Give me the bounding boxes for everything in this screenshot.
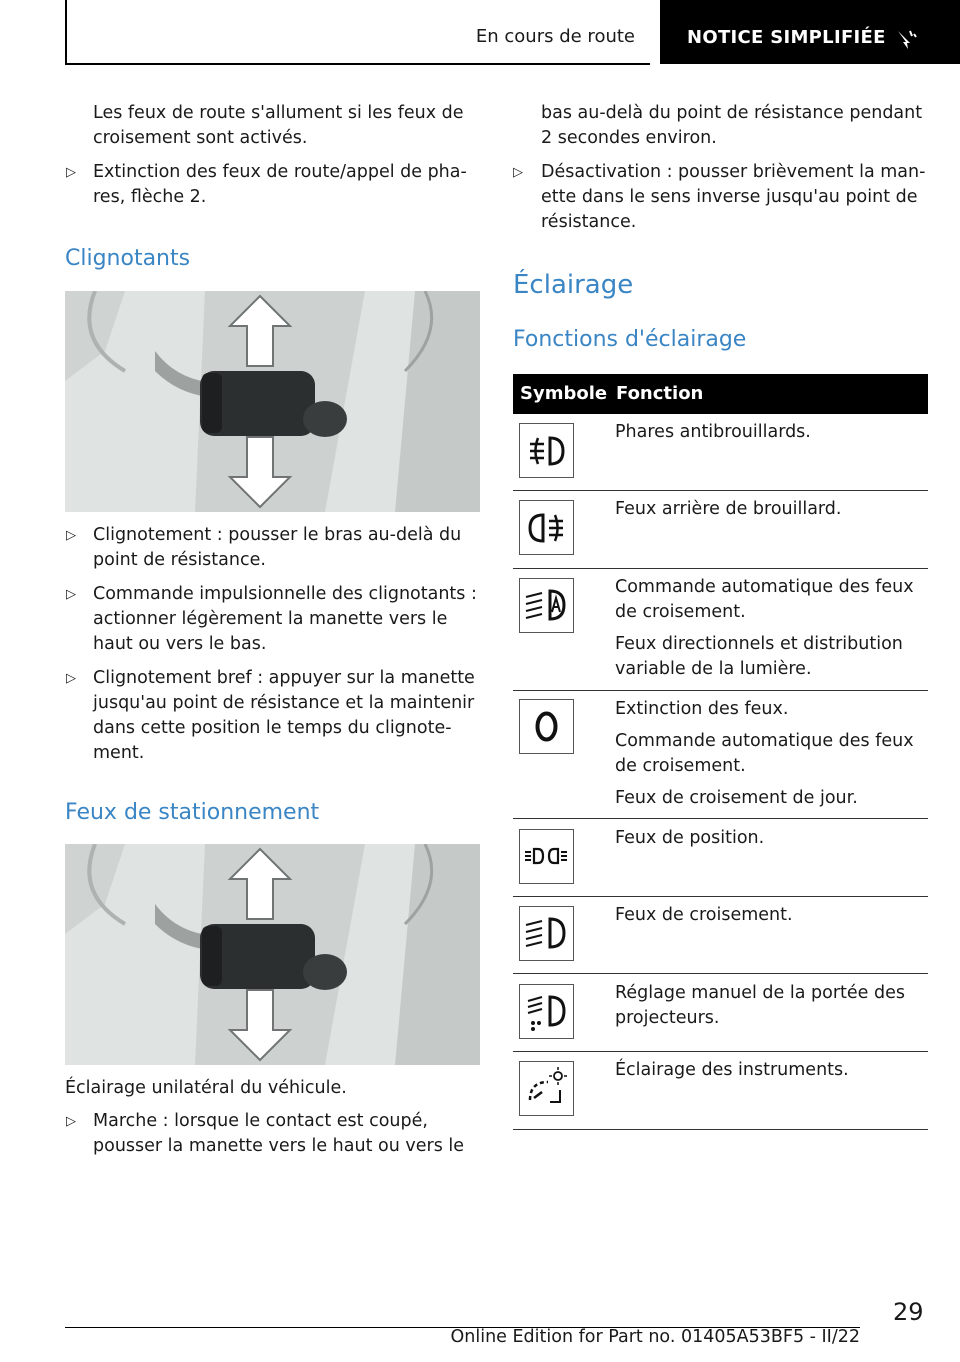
heading-stationnement: Feux de stationnement: [65, 800, 320, 825]
heading-eclairage: Éclairage: [513, 270, 634, 300]
footer-edition: Online Edition for Part no. 01405A53BF5 - II/22: [450, 1327, 860, 1347]
bullet-deactivation: [541, 160, 925, 235]
text-line: dans cette position le temps du clignote-: [93, 718, 452, 738]
row-divider: [513, 818, 928, 819]
bullet-impulse: [93, 582, 477, 657]
row-divider: [513, 973, 928, 974]
text-line: de croisement.: [615, 602, 746, 622]
text-line: projecteurs.: [615, 1008, 720, 1028]
text-line: ette dans le sens inverse jusqu'au point de: [541, 187, 918, 207]
text-line: Les feux de route s'allument si les feux de: [93, 103, 464, 123]
paragraph-continued: [541, 101, 922, 151]
text-line: Feux de croisement.: [615, 905, 793, 925]
bullet-brief-flash: [93, 666, 475, 766]
parking-light-icon: [519, 829, 574, 884]
text-line: Feux arrière de brouillard.: [615, 499, 842, 519]
text-line: Extinction des feux.: [615, 699, 789, 719]
bullet-triangle-icon: ▷: [66, 165, 76, 180]
spacer: [615, 625, 925, 632]
function-text: [615, 497, 925, 522]
text-line: de croisement.: [615, 756, 746, 776]
text-line: 2 secondes environ.: [541, 128, 717, 148]
front-fog-light-icon: [519, 423, 574, 478]
header-guide-tab: [660, 0, 960, 64]
text-line: Désactivation : pousser brièvement la man-: [541, 162, 926, 182]
function-text: [615, 981, 925, 1031]
text-line: Feux de position.: [615, 828, 765, 848]
headlight-range-icon: [519, 984, 574, 1039]
spacer: [615, 779, 925, 786]
row-divider: [513, 1129, 928, 1130]
row-divider: [513, 1051, 928, 1052]
text-line: Commande impulsionnelle des clignotants :: [93, 584, 477, 604]
auto-headlight-icon: [519, 578, 574, 633]
lights-off-zero-icon: [519, 699, 574, 754]
text-line: Feux directionnels et distribution: [615, 634, 903, 654]
col-fonction: Fonction: [616, 383, 704, 404]
paragraph-unilateral: Éclairage unilatéral du véhicule.: [65, 1078, 347, 1098]
row-divider: [513, 690, 928, 691]
text-line: Marche : lorsque le contact est coupé,: [93, 1111, 428, 1131]
header-guide-label: NOTICE SIMPLIFIÉE: [687, 27, 886, 48]
bullet-triangle-icon: ▷: [66, 671, 76, 686]
low-beam-icon: [519, 906, 574, 961]
function-text: [615, 826, 925, 851]
text-line: haut ou vers le bas.: [93, 634, 267, 654]
row-divider: [513, 568, 928, 569]
bullet-triangle-icon: ▷: [66, 587, 76, 602]
heading-fonctions: Fonctions d'éclairage: [513, 327, 747, 352]
quick-guide-icon: [895, 28, 917, 50]
bullet-high-beam-off: [93, 160, 467, 210]
heading-clignotants: Clignotants: [65, 246, 191, 271]
text-line: Éclairage des instruments.: [615, 1060, 849, 1080]
page-number: 29: [893, 1298, 924, 1326]
text-line: res, flèche 2.: [93, 187, 207, 207]
bullet-triangle-icon: ▷: [66, 1114, 76, 1129]
text-line: bas au-delà du point de résistance pendant: [541, 103, 923, 123]
paragraph-high-beam: [93, 101, 464, 151]
text-line: ment.: [93, 743, 145, 763]
text-line: Feux de croisement de jour.: [615, 788, 858, 808]
instrument-lighting-icon: [519, 1061, 574, 1116]
text-line: Extinction des feux de route/appel de pha-: [93, 162, 467, 182]
text-line: jusqu'au point de résistance et la maintenir: [93, 693, 475, 713]
header-rule-horizontal: [65, 63, 650, 65]
row-divider: [513, 490, 928, 491]
bullet-parking-on: [93, 1109, 464, 1159]
spacer: [615, 722, 925, 729]
text-line: Clignotement : pousser le bras au-delà du: [93, 525, 462, 545]
text-line: Phares antibrouillards.: [615, 422, 811, 442]
function-text: [615, 575, 925, 682]
function-text: [615, 697, 925, 811]
function-text: [615, 1058, 925, 1083]
text-line: Réglage manuel de la portée des: [615, 983, 905, 1003]
rear-fog-light-icon: [519, 500, 574, 555]
turn-signal-lever-image: [65, 291, 480, 512]
text-line: Clignotement bref : appuyer sur la manette: [93, 668, 475, 688]
bullet-triangle-icon: ▷: [513, 165, 523, 180]
row-divider: [513, 896, 928, 897]
text-line: point de résistance.: [93, 550, 266, 570]
text-line: Commande automatique des feux: [615, 731, 914, 751]
text-line: variable de la lumière.: [615, 659, 812, 679]
text-line: Commande automatique des feux: [615, 577, 914, 597]
bullet-flashing: [93, 523, 461, 573]
header-section-title: En cours de route: [475, 26, 635, 47]
text-line: résistance.: [541, 212, 637, 232]
table-header: [513, 374, 928, 414]
function-text: [615, 903, 925, 928]
text-line: pousser la manette vers le haut ou vers le: [93, 1136, 465, 1156]
parking-light-lever-image: [65, 844, 480, 1065]
text-line: croisement sont activés.: [93, 128, 308, 148]
text-line: actionner légèrement la manette vers le: [93, 609, 448, 629]
bullet-triangle-icon: ▷: [66, 528, 76, 543]
col-symbole: Symbole: [520, 383, 608, 404]
function-text: [615, 420, 925, 445]
header-rule-vertical: [65, 0, 67, 64]
